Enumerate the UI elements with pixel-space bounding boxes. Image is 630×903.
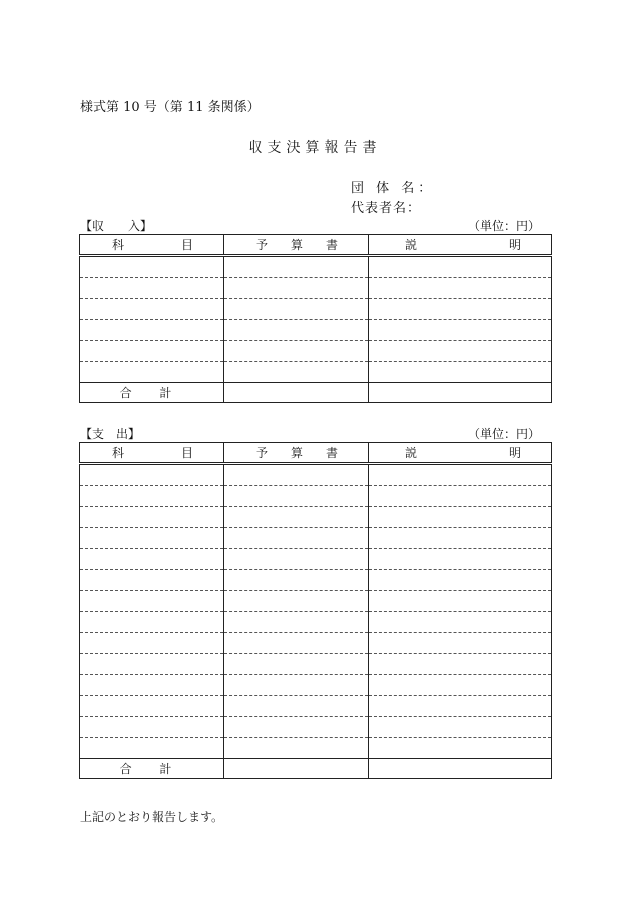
expense-table-row (80, 612, 552, 633)
income-subject-cell[interactable] (80, 256, 224, 278)
budget-column-header: 予 算 書 (224, 235, 369, 256)
income-budget-cell[interactable] (224, 320, 369, 341)
expense-table-row (80, 528, 552, 549)
expense-budget-cell[interactable] (224, 633, 369, 654)
expense-description-cell[interactable] (369, 633, 552, 654)
expense-table-row (80, 570, 552, 591)
expense-description-cell[interactable] (369, 675, 552, 696)
income-table-row (80, 320, 552, 341)
expense-subject-cell[interactable] (80, 570, 224, 591)
expense-table-row (80, 654, 552, 675)
expense-description-cell[interactable] (369, 549, 552, 570)
income-total-description-cell[interactable] (369, 383, 552, 403)
expense-description-cell[interactable] (369, 591, 552, 612)
expense-description-cell[interactable] (369, 696, 552, 717)
page-title: 収支決算報告書 (248, 140, 382, 156)
expense-description-cell[interactable] (369, 570, 552, 591)
income-description-cell[interactable] (369, 278, 552, 299)
expense-table-row (80, 633, 552, 654)
income-subject-cell[interactable] (80, 362, 224, 383)
representative-name-label: 代表者名： (351, 201, 422, 216)
income-budget-cell[interactable] (224, 362, 369, 383)
expense-budget-cell[interactable] (224, 528, 369, 549)
expense-description-cell[interactable] (369, 654, 552, 675)
expense-unit-label: （単位：円） (467, 427, 540, 441)
expense-description-cell[interactable] (369, 528, 552, 549)
budget-column-header: 予 算 書 (224, 443, 369, 464)
subject-column-header: 科 目 (80, 235, 224, 256)
expense-budget-cell[interactable] (224, 717, 369, 738)
income-table-row (80, 362, 552, 383)
expense-subject-cell[interactable] (80, 696, 224, 717)
income-table-row (80, 341, 552, 362)
expense-subject-cell[interactable] (80, 464, 224, 486)
income-total-budget-cell[interactable] (224, 383, 369, 403)
income-subject-cell[interactable] (80, 299, 224, 320)
expense-subject-cell[interactable] (80, 591, 224, 612)
expense-table-row (80, 549, 552, 570)
income-section-label: 【収 入】 (80, 219, 153, 233)
income-description-cell[interactable] (369, 320, 552, 341)
organization-name-label: 団 体 名： (351, 181, 436, 196)
expense-subject-cell[interactable] (80, 738, 224, 759)
form-number: 様式第 10 号（第 11 条関係） (80, 100, 260, 115)
expense-budget-cell[interactable] (224, 570, 369, 591)
expense-table-row (80, 738, 552, 759)
expense-subject-cell[interactable] (80, 549, 224, 570)
expense-table-row (80, 675, 552, 696)
closing-statement: 上記のとおり報告します。 (80, 810, 224, 824)
expense-description-cell[interactable] (369, 738, 552, 759)
income-budget-cell[interactable] (224, 256, 369, 278)
expense-description-cell[interactable] (369, 507, 552, 528)
expense-table (79, 442, 552, 779)
income-budget-cell[interactable] (224, 341, 369, 362)
expense-budget-cell[interactable] (224, 612, 369, 633)
income-table-row (80, 256, 552, 278)
income-table (79, 234, 552, 403)
expense-subject-cell[interactable] (80, 633, 224, 654)
income-total-label: 合 計 (80, 383, 224, 403)
expense-total-budget-cell[interactable] (224, 759, 369, 779)
expense-subject-cell[interactable] (80, 507, 224, 528)
expense-table-row (80, 696, 552, 717)
description-column-header: 説 明 (369, 443, 552, 464)
income-total-row (80, 383, 552, 403)
expense-budget-cell[interactable] (224, 738, 369, 759)
income-table-row (80, 278, 552, 299)
expense-total-label: 合 計 (80, 759, 224, 779)
income-budget-cell[interactable] (224, 299, 369, 320)
expense-total-row (80, 759, 552, 779)
expense-budget-cell[interactable] (224, 549, 369, 570)
income-subject-cell[interactable] (80, 320, 224, 341)
description-column-header: 説 明 (369, 235, 552, 256)
subject-column-header: 科 目 (80, 443, 224, 464)
expense-budget-cell[interactable] (224, 507, 369, 528)
expense-table-row (80, 717, 552, 738)
expense-subject-cell[interactable] (80, 675, 224, 696)
expense-budget-cell[interactable] (224, 675, 369, 696)
expense-description-cell[interactable] (369, 717, 552, 738)
income-table-row (80, 299, 552, 320)
expense-total-description-cell[interactable] (369, 759, 552, 779)
income-description-cell[interactable] (369, 256, 552, 278)
expense-budget-cell[interactable] (224, 486, 369, 507)
income-description-cell[interactable] (369, 341, 552, 362)
income-description-cell[interactable] (369, 362, 552, 383)
expense-subject-cell[interactable] (80, 717, 224, 738)
expense-subject-cell[interactable] (80, 654, 224, 675)
income-description-cell[interactable] (369, 299, 552, 320)
expense-subject-cell[interactable] (80, 528, 224, 549)
income-subject-cell[interactable] (80, 341, 224, 362)
expense-table-row (80, 507, 552, 528)
expense-budget-cell[interactable] (224, 696, 369, 717)
income-subject-cell[interactable] (80, 278, 224, 299)
expense-budget-cell[interactable] (224, 464, 369, 486)
expense-table-row (80, 486, 552, 507)
expense-description-cell[interactable] (369, 464, 552, 486)
expense-budget-cell[interactable] (224, 591, 369, 612)
expense-subject-cell[interactable] (80, 486, 224, 507)
income-unit-label: （単位：円） (467, 219, 540, 233)
expense-section-label: 【支 出】 (80, 427, 141, 441)
expense-table-row (80, 591, 552, 612)
expense-budget-cell[interactable] (224, 654, 369, 675)
expense-description-cell[interactable] (369, 612, 552, 633)
expense-table-row (80, 464, 552, 486)
expense-subject-cell[interactable] (80, 612, 224, 633)
income-budget-cell[interactable] (224, 278, 369, 299)
expense-description-cell[interactable] (369, 486, 552, 507)
